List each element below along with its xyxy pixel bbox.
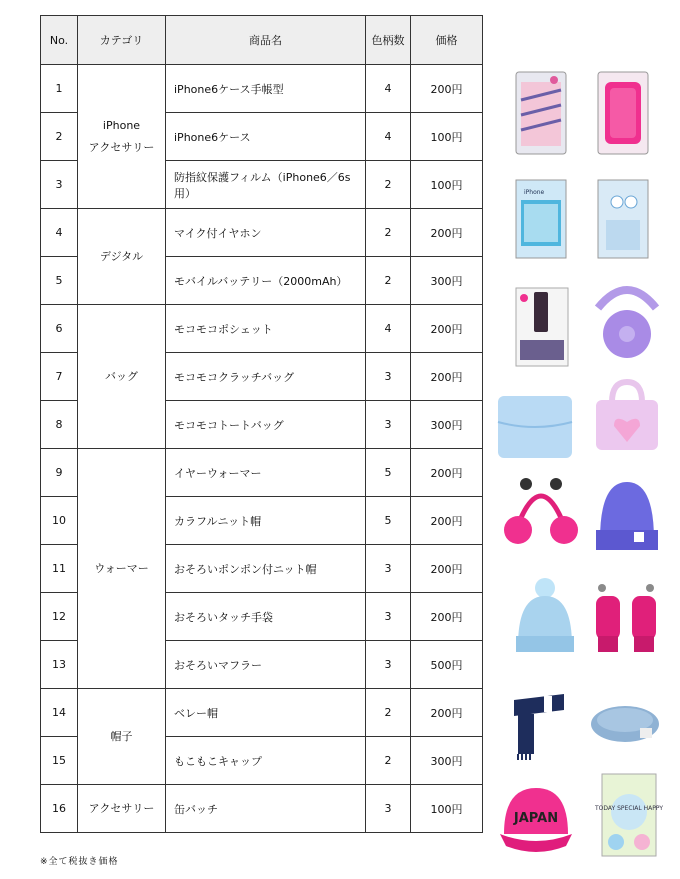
category-cell: iPhone アクセサリー <box>78 65 166 209</box>
row-no: 3 <box>41 161 78 209</box>
price: 300円 <box>411 257 483 305</box>
color-count: 2 <box>366 257 411 305</box>
header-no: No. <box>41 16 78 65</box>
product-name: iPhone6ケース手帳型 <box>166 65 366 113</box>
row-no: 10 <box>41 497 78 545</box>
tax-note: ※全て税抜き価格 <box>40 857 119 867</box>
row-no: 6 <box>41 305 78 353</box>
tote-image <box>588 372 666 458</box>
price: 200円 <box>411 593 483 641</box>
row-no: 4 <box>41 209 78 257</box>
row-no: 8 <box>41 401 78 449</box>
table-row <box>41 65 483 113</box>
price: 200円 <box>411 305 483 353</box>
knit-hat-image <box>588 474 666 560</box>
price: 200円 <box>411 209 483 257</box>
price: 200円 <box>411 65 483 113</box>
product-name: ベレー帽 <box>166 689 366 737</box>
category-cell: ウォーマー <box>78 449 166 689</box>
row-no: 2 <box>41 113 78 161</box>
badge-text: TODAY SPECIAL HAPPY <box>594 805 664 812</box>
price: 200円 <box>411 497 483 545</box>
color-count: 3 <box>366 593 411 641</box>
row-no: 15 <box>41 737 78 785</box>
row-no: 7 <box>41 353 78 401</box>
color-count: 2 <box>366 689 411 737</box>
color-count: 5 <box>366 449 411 497</box>
row-no: 13 <box>41 641 78 689</box>
category-cell: デジタル <box>78 209 166 305</box>
price: 500円 <box>411 641 483 689</box>
product-name: モバイルバッテリー（2000mAh） <box>166 257 366 305</box>
case-image <box>584 70 662 156</box>
header-category: カテゴリ <box>78 16 166 65</box>
color-count: 4 <box>366 113 411 161</box>
product-name: イヤーウォーマー <box>166 449 366 497</box>
product-name: モコモコポシェット <box>166 305 366 353</box>
price: 300円 <box>411 401 483 449</box>
category-cell: 帽子 <box>78 689 166 785</box>
row-no: 5 <box>41 257 78 305</box>
product-name: iPhone6ケース <box>166 113 366 161</box>
product-name: 缶バッチ <box>166 785 366 833</box>
row-no: 11 <box>41 545 78 593</box>
price: 200円 <box>411 449 483 497</box>
price: 300円 <box>411 737 483 785</box>
table-row <box>41 785 483 833</box>
row-no: 9 <box>41 449 78 497</box>
beret-image <box>586 680 664 766</box>
color-count: 4 <box>366 65 411 113</box>
pochette-image <box>588 278 666 364</box>
svg-text:iPhone: iPhone <box>524 189 545 196</box>
earphone-image <box>584 176 662 262</box>
color-count: 2 <box>366 209 411 257</box>
color-count: 5 <box>366 497 411 545</box>
header-price: 価格 <box>411 16 483 65</box>
price: 100円 <box>411 785 483 833</box>
product-name: もこもこキャップ <box>166 737 366 785</box>
color-count: 3 <box>366 545 411 593</box>
price: 200円 <box>411 545 483 593</box>
film-image <box>502 176 580 262</box>
product-name: おそろいタッチ手袋 <box>166 593 366 641</box>
table-header-row <box>41 16 483 65</box>
header-name: 商品名 <box>166 16 366 65</box>
price: 100円 <box>411 161 483 209</box>
table-row <box>41 449 483 497</box>
color-count: 3 <box>366 785 411 833</box>
product-table <box>40 15 483 833</box>
product-name: おそろいポンポン付ニット帽 <box>166 545 366 593</box>
product-name: おそろいマフラー <box>166 641 366 689</box>
product-name: カラフルニット帽 <box>166 497 366 545</box>
color-count: 2 <box>366 737 411 785</box>
product-name: 防指紋保護フィルム（iPhone6／6s用） <box>166 161 366 209</box>
price: 200円 <box>411 353 483 401</box>
header-colors: 色柄数 <box>366 16 411 65</box>
product-name: モコモコトートバッグ <box>166 401 366 449</box>
row-no: 1 <box>41 65 78 113</box>
category-cell: アクセサリー <box>78 785 166 833</box>
row-no: 12 <box>41 593 78 641</box>
color-count: 2 <box>366 161 411 209</box>
color-count: 3 <box>366 401 411 449</box>
cap-logo-text: JAPAN <box>513 811 559 826</box>
product-name: モコモコクラッチバッグ <box>166 353 366 401</box>
price: 200円 <box>411 689 483 737</box>
clutch-image <box>496 382 574 468</box>
pompom-knit-hat-image <box>506 576 584 662</box>
table-row <box>41 305 483 353</box>
table-row <box>41 209 483 257</box>
touch-gloves-image <box>588 576 666 662</box>
badge-image <box>590 772 668 858</box>
category-cell: バッグ <box>78 305 166 449</box>
battery-image <box>502 284 580 370</box>
row-no: 16 <box>41 785 78 833</box>
color-count: 3 <box>366 641 411 689</box>
scarf-image <box>500 680 578 766</box>
case-diary-image <box>502 70 580 156</box>
color-count: 3 <box>366 353 411 401</box>
product-name: マイク付イヤホン <box>166 209 366 257</box>
price: 100円 <box>411 113 483 161</box>
table-row <box>41 689 483 737</box>
ear-warmer-image <box>502 472 580 558</box>
fluffy-cap-image <box>496 774 574 860</box>
row-no: 14 <box>41 689 78 737</box>
color-count: 4 <box>366 305 411 353</box>
